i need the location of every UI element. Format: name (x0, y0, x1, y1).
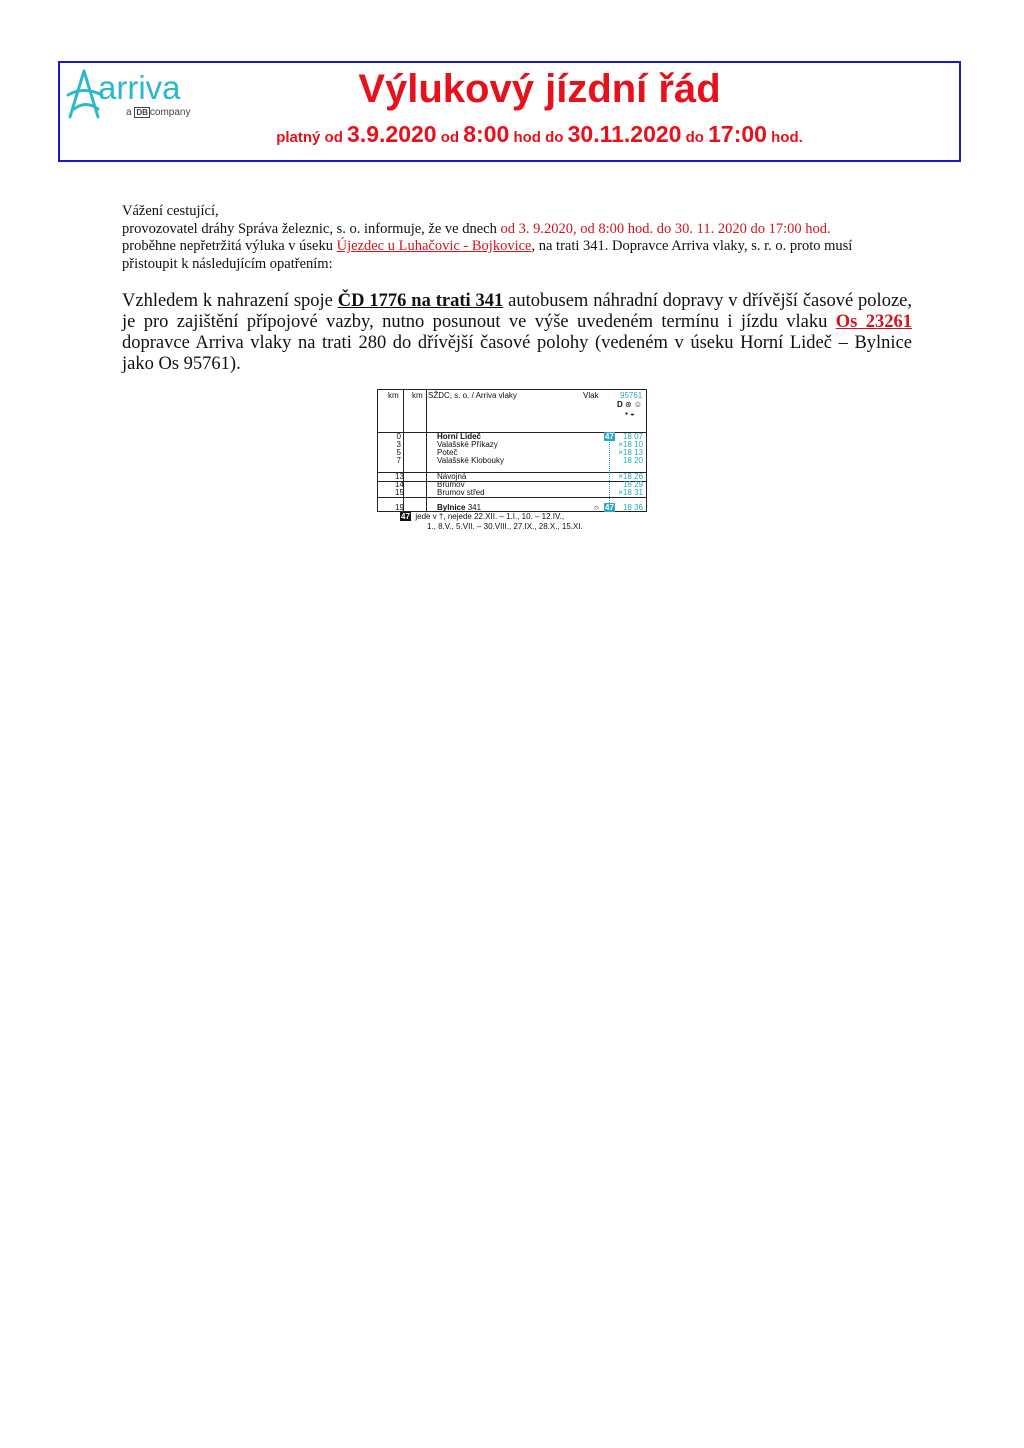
station-name: Horní Lideč (437, 432, 482, 441)
note-badge: 47 (605, 503, 614, 512)
row-km: 3 (396, 440, 401, 449)
section-link[interactable]: Újezdec u Luhačovic - Bojkovice (336, 238, 532, 254)
timetable (377, 389, 647, 512)
row-km: 7 (396, 456, 401, 465)
header-km: km (388, 391, 399, 400)
connection-link[interactable]: ČD 1776 na trati 341 (337, 291, 504, 311)
header-box (58, 61, 961, 162)
row-km: 0 (396, 432, 401, 441)
header-km: km (412, 391, 423, 400)
greeting: Vážení cestující, (122, 203, 219, 219)
train-number: 95761 (620, 391, 643, 400)
header-train: Vlak (583, 391, 599, 400)
row-time: 18 07 (622, 432, 643, 441)
measure-paragraph: Vzhledem k nahrazení spoje ČD 1776 na trati 341 autobusem náhradní dopravy v dřívější časové poloze, je pro zajištění přípojové vazby, nutno posunout ve výše uvedeném termínu i jízdu vlaku Os 23261 dopravce Arriva vlaky na trati 280 do dřívější časové polohy (vedeném v úseku Horní Lideč – Bylnice jako Os 95761). (122, 291, 912, 374)
logo-wordmark: arriva (98, 69, 181, 106)
notice-line: proběhne nepřetržitá výluka v úseku Újezdec u Luhačovic - Bojkovice, na trati 341. Dopravce Arriva vlaky, s. r. o. proto musí (122, 238, 853, 254)
notice-text (122, 203, 912, 273)
note-badge: 47 (605, 432, 614, 441)
station-name: Poteč (437, 448, 458, 457)
notice-line: provozovatel dráhy Správa železnic, s. o. informuje, že ve dnech od 3. 9.2020, od 8:00 hod. do 30. 11. 2020 do 17:00 hod. (122, 220, 831, 237)
station-name: Brumov střed (437, 488, 485, 497)
note-badge: 47 (401, 512, 410, 521)
route-line (609, 433, 610, 503)
train-link[interactable]: Os 23261 (835, 312, 912, 332)
row-divider (378, 481, 646, 482)
row-time: ×18 13 (618, 448, 643, 457)
validity-line: platný od 3.9.2020 od 8:00 hod do 30.11.2020 do 17:00 hod. (276, 121, 803, 147)
row-divider (378, 497, 646, 498)
train-type: D (617, 400, 623, 409)
station-name: Brumov (437, 480, 465, 489)
station-name: Valašské Příkazy (437, 440, 498, 449)
header-operator: SŽDC, s. o. / Arriva vlaky (428, 391, 517, 400)
row-time: ×18 31 (618, 488, 643, 497)
page-title: Výlukový jízdní řád (358, 67, 721, 111)
row-km: 5 (396, 448, 401, 457)
row-time: ×18 26 (618, 472, 643, 481)
bike-icon: ⊛ ☺ (625, 400, 643, 409)
station-name: Bylnice 341 (437, 503, 482, 512)
row-km: 14 (395, 480, 404, 489)
station-name: Valašské Klobouky (437, 456, 504, 465)
terminus-flag: ○ (594, 503, 599, 512)
logo-subtitle: a DB company (126, 107, 191, 118)
row-km: 19 (395, 503, 404, 512)
row-km: 15 (395, 488, 404, 497)
row-time: 18 20 (622, 456, 643, 465)
station-name: Návojná (437, 472, 467, 481)
row-divider (378, 472, 646, 473)
wheelchair-icon: ▪ ◒ (625, 409, 635, 418)
row-time: 18 29 (622, 480, 643, 489)
timetable-footnote: 47 jede v †, nejede 22.XII. – 1.I., 10. – 12.IV., 1., 8.V., 5.VII. – 30.VIII., 27.IX., 28.X., 15.XI. (401, 512, 583, 531)
row-time: 18 36 (622, 503, 643, 512)
notice-line: přistoupit k následujícím opatřením: (122, 255, 333, 272)
row-km: 13 (395, 472, 404, 481)
col-divider (426, 390, 427, 511)
row-time: ×18 10 (618, 440, 643, 449)
